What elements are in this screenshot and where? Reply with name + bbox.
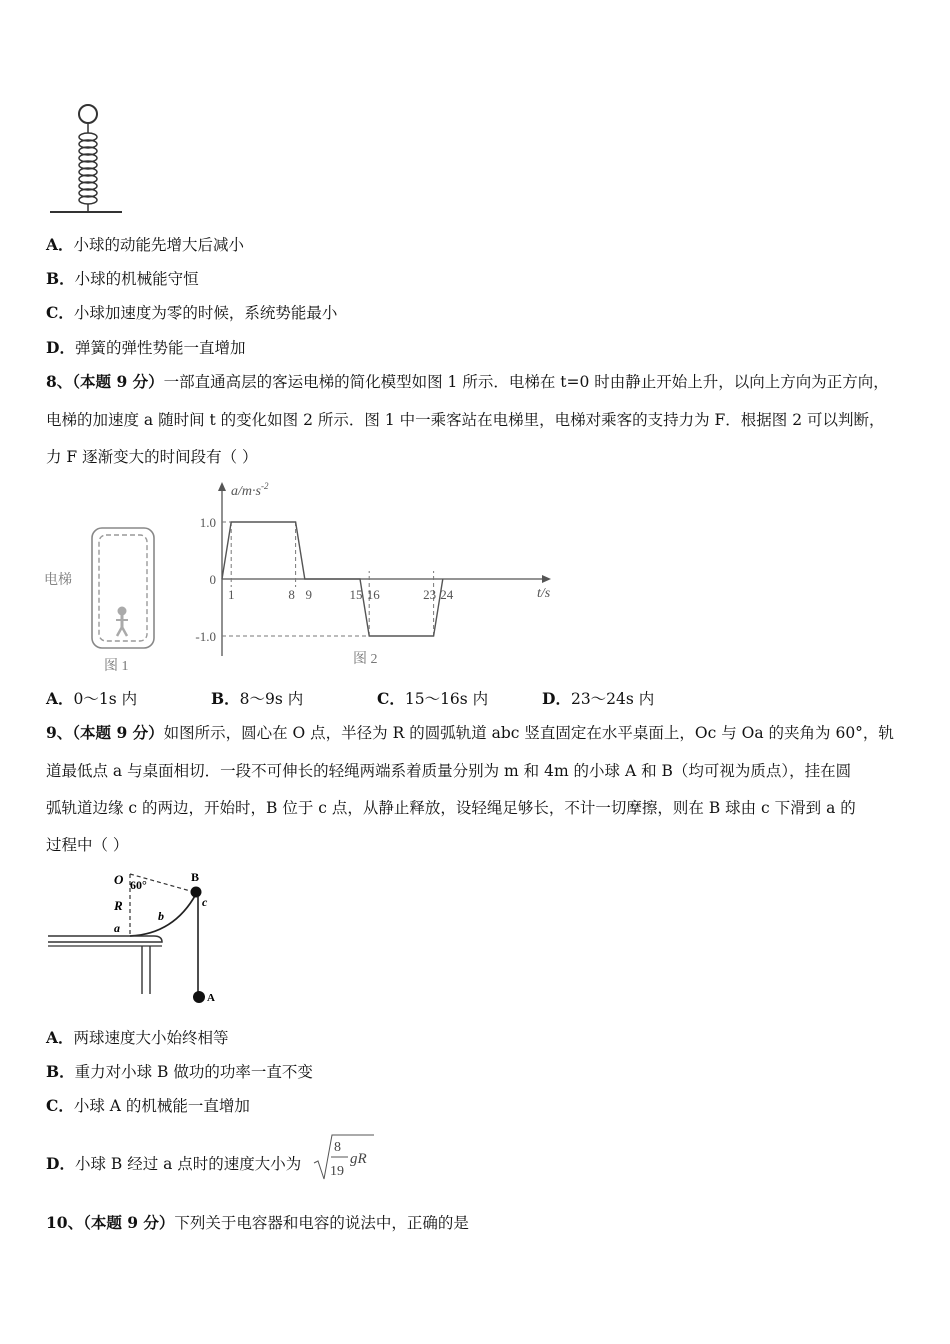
q8-option-a: A．0～1s 内	[46, 689, 138, 708]
chart-x-arrow	[542, 575, 551, 583]
chart-x-tick-label: 9	[305, 587, 313, 602]
q8-option-d: D．23～24s 内	[542, 689, 655, 708]
label-B: B	[191, 870, 200, 884]
table-top	[48, 936, 162, 942]
label-c: c	[202, 895, 208, 909]
label-O: O	[114, 872, 124, 887]
chart-y-arrow	[218, 482, 226, 491]
ball-A	[193, 991, 205, 1003]
q7-option-c: C．小球加速度为零的时候，系统势能最小	[46, 303, 338, 322]
q8-stem-line3: 力 F 逐渐变大的时间段有（ ）	[46, 448, 258, 466]
q9-option-c: C．小球 A 的机械能一直增加	[46, 1096, 250, 1115]
q9-stem-line1: 9、（本题 9 分）如图所示，圆心在 O 点，半径为 R 的圆弧轨道 abc 竖直固定在水平桌面上，Oc 与 Oa 的夹角为 60°，轨	[46, 723, 894, 742]
chart-x-tick-label: 1	[227, 587, 235, 602]
chart-x-tick-label: 23	[423, 587, 437, 602]
label-b: b	[158, 909, 164, 923]
chart-x-tick-label: 15	[349, 587, 363, 602]
q7-option-b: B．小球的机械能守恒	[46, 269, 199, 288]
q8-stem-line1: 8、（本题 9 分）一部直通高层的客运电梯的简化模型如图 1 所示．电梯在 t=0 时由静止开始上升，以向上方向为正方向，	[46, 372, 889, 391]
passenger-icon	[116, 607, 128, 636]
q9-stem-line2: 道最低点 a 与桌面相切．一段不可伸长的轻绳两端系着质量分别为 m 和 4m 的小球 A 和 B（均可视为质点），挂在圆	[46, 762, 852, 780]
chart-y-tick-label: 1.0	[199, 515, 216, 530]
chart-y-tick-label: 0	[209, 572, 216, 587]
fig1-caption: 图 1	[104, 659, 129, 674]
formula-tail: gR	[350, 1151, 367, 1167]
q9-option-b: B．重力对小球 B 做功的功率一直不变	[46, 1062, 313, 1081]
chart-x-tick-label: 16	[366, 587, 380, 602]
spring-ball	[79, 105, 97, 123]
formula-numerator: 8	[334, 1140, 341, 1155]
chart-x-label: t/s	[537, 586, 551, 601]
q7-option-d: D．弹簧的弹性势能一直增加	[46, 338, 246, 357]
fig2-caption: 图 2	[353, 652, 378, 667]
arc-track-figure	[44, 862, 234, 1012]
q9-stem-line4: 过程中（ ）	[46, 836, 129, 854]
spring-coil	[79, 133, 97, 204]
formula-denominator: 19	[330, 1164, 344, 1179]
q9-stem-line3: 弧轨道边缘 c 的两边，开始时，B 位于 c 点，从静止释放，设轻绳足够长，不计一切摩擦，则在 B 球由 c 下滑到 a 的	[46, 799, 856, 817]
acceleration-chart	[185, 478, 565, 673]
formula-sqrt	[312, 1131, 382, 1183]
label-R: R	[114, 898, 123, 913]
q8-stem-line2: 电梯的加速度 a 随时间 t 的变化如图 2 所示．图 1 中一乘客站在电梯里，电梯对乘客的支持力为 F．根据图 2 可以判断，	[46, 411, 885, 429]
q7-option-a: A．小球的动能先增大后减小	[46, 235, 245, 254]
ball-B	[191, 887, 202, 898]
elevator-figure	[40, 520, 170, 680]
q10-stem: 10、（本题 9 分）下列关于电容器和电容的说法中，正确的是	[46, 1213, 469, 1232]
chart-x-tick-label: 8	[288, 587, 295, 602]
label-a: a	[114, 921, 120, 935]
q8-option-c: C．15～16s 内	[377, 689, 489, 708]
chart-y-label: $a/m\cdot s^{-2}$	[231, 481, 269, 499]
elevator-label: 电梯	[44, 573, 72, 588]
spring-figure	[40, 95, 135, 220]
q8-option-b: B．8～9s 内	[211, 689, 304, 708]
chart-y-tick-label: -1.0	[195, 629, 216, 644]
q9-option-a: A．两球速度大小始终相等	[46, 1028, 229, 1047]
chart-x-tick-label: 24	[440, 587, 454, 602]
q9-option-d: D．小球 B 经过 a 点时的速度大小为	[46, 1154, 302, 1173]
label-angle: 60°	[130, 878, 147, 892]
label-A: A	[207, 992, 215, 1004]
